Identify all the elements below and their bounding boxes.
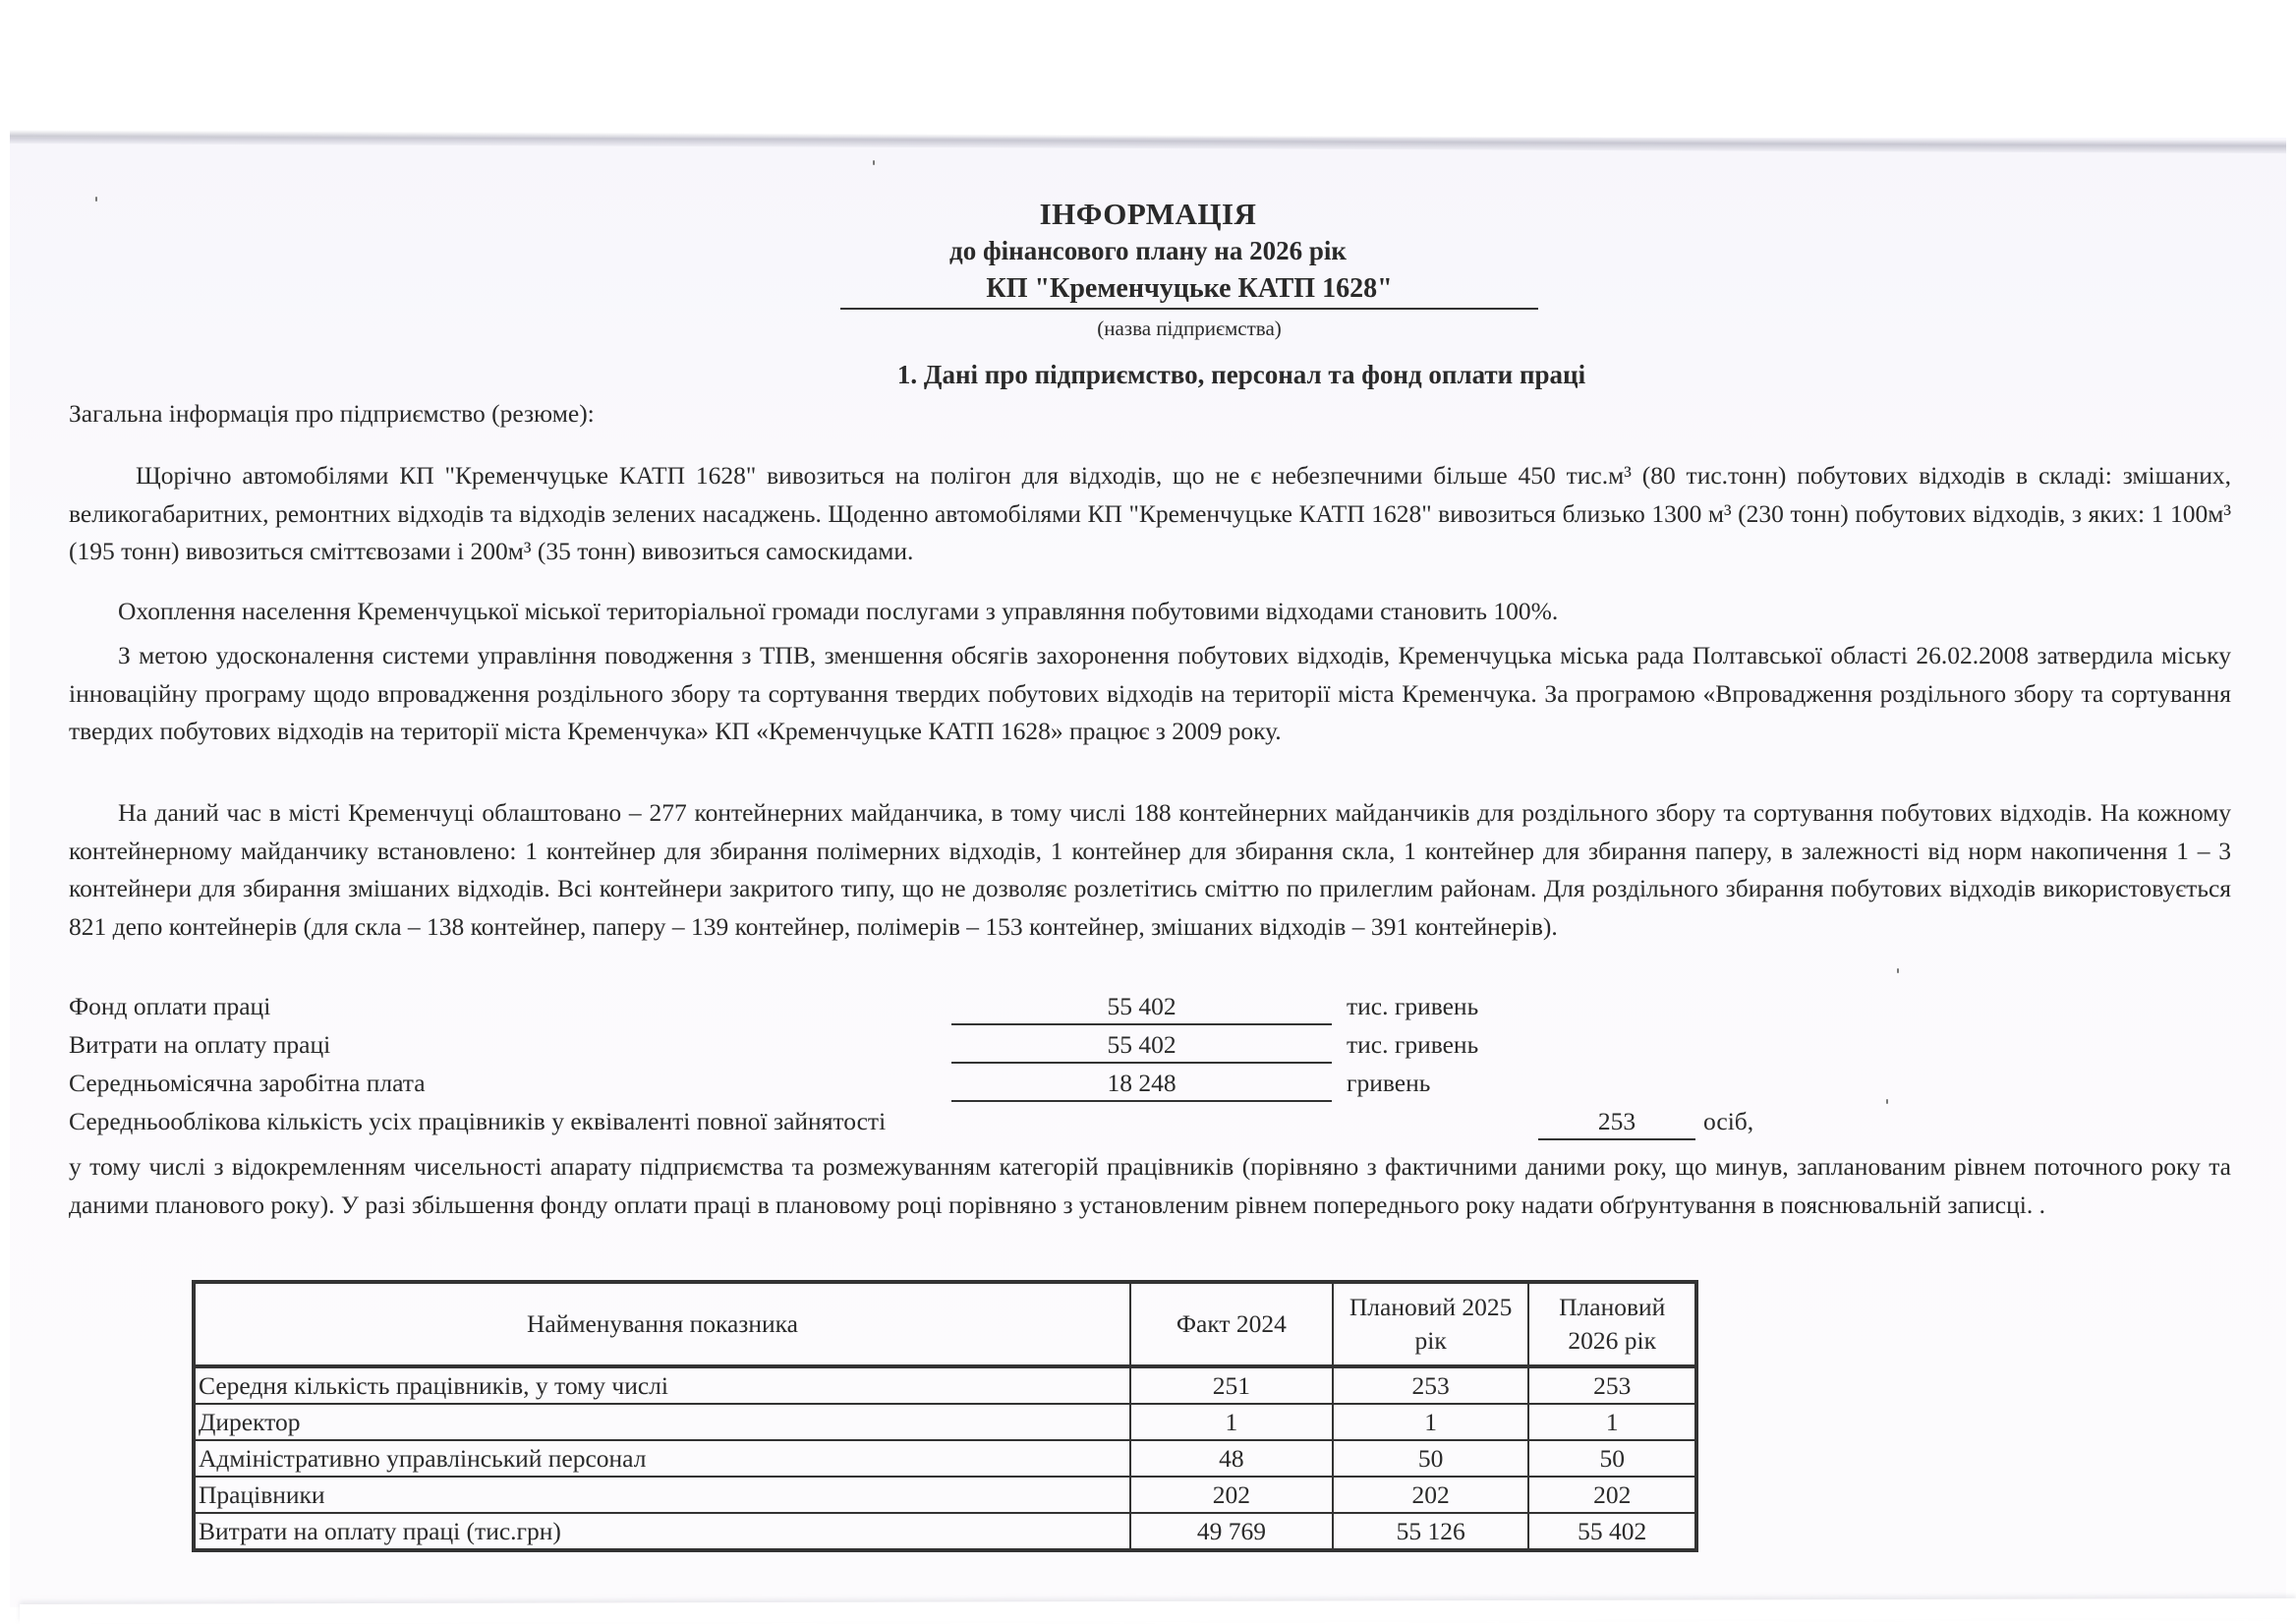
table-header-plan-2025: Плановий 2025 рік [1333,1282,1529,1366]
staff-table [192,1280,1698,1552]
scan-speck [95,197,97,202]
fund-value-labor-costs: 55 402 [951,1030,1332,1064]
cell-fact-2024: 251 [1130,1366,1333,1404]
fund-value-payroll-fund: 55 402 [951,992,1332,1025]
row-name: Директор [194,1404,1130,1440]
fund-label-avg-salary: Середньомісячна заробітна плата [69,1069,426,1097]
table-header-row [194,1282,1696,1366]
fund-value-avg-salary: 18 248 [951,1069,1332,1102]
table-row [194,1477,1696,1513]
section-heading [0,360,2296,390]
table-header-plan-2026: Плановий 2026 рік [1528,1282,1696,1366]
row-name: Працівники [194,1477,1130,1513]
paragraph-coverage: Охоплення населення Кременчуцької міської територіальної громади послугами з управляння побутовими відходами становить 100%. [118,597,1559,625]
staff-count-label: Середньооблікова кількість усіх працівників у еквіваленті повної зайнятості [69,1107,887,1135]
fund-unit-payroll-fund: тис. гривень [1347,992,1479,1020]
summary-label: Загальна інформація про підприємство (резюме): [69,399,595,428]
row-name: Витрати на оплату праці (тис.грн) [194,1513,1130,1550]
scan-speck [873,160,875,165]
table-row [194,1440,1696,1477]
scan-speck [1897,968,1899,973]
cell-plan-2026: 50 [1528,1440,1696,1477]
cell-plan-2025: 1 [1333,1404,1529,1440]
company-underline [840,308,1538,310]
staff-count-unit: осіб, [1703,1107,1754,1135]
fund-unit-avg-salary: гривень [1347,1069,1431,1097]
table-header-name: Найменування показника [194,1282,1130,1366]
row-name: Адміністративно управлінський персонал [194,1440,1130,1477]
paragraph-note: у тому числі з відокремленням чисельності апарату підприємства та розмежуванням категорій працівників (порівняно з фактичними даними року, що минув, запланованим рівнем поточного року та даними планового року). У разі збільшення фонду оплати праці в плановому році порівняно з установленим рівнем попереднього року надати обґрунтування в пояснювальній записці. . [69,1152,2231,1219]
company-name: КП "Кременчуцьке КАТП 1628" [986,273,1393,304]
fund-label-payroll-fund: Фонд оплати праці [69,992,271,1020]
cell-fact-2024: 202 [1130,1477,1333,1513]
document-title: ІНФОРМАЦІЯ [1039,197,1257,231]
paragraph-annual-removal: Щорічно автомобілями КП "Кременчуцьке КАТП 1628" вивозиться на полігон для відходів, що не є небезпечними більше 450 тис.м³ (80 тис.тонн) побутових відходів в складі: змішаних, великогабаритних, ремонтних відходів та відходів зелених насаджень. Щоденно автомобілями КП "Кременчуцьке КАТП 1628" вивозиться близько 1300 м³ (230 тонн) побутових відходів, з яких: 1 100м³ (195 тонн) вивозиться сміттєвозами і 200м³ (35 тонн) вивозиться самоскидами. [69,461,2231,565]
scan-speck [1886,1099,1888,1104]
cell-plan-2026: 202 [1528,1477,1696,1513]
cell-plan-2026: 55 402 [1528,1513,1696,1550]
cell-fact-2024: 49 769 [1130,1513,1333,1550]
cell-plan-2025: 253 [1333,1366,1529,1404]
fund-label-labor-costs: Витрати на оплату праці [69,1030,331,1059]
cell-plan-2026: 1 [1528,1404,1696,1440]
document-subtitle: до фінансового плану на 2026 рік [949,236,1347,265]
paragraph-containers: На даний час в місті Кременчуці облаштовано – 277 контейнерних майданчика, в тому числі 188 контейнерних майданчиків для роздільного збору та сортування побутових відходів. На кожному контейнерному майданчику встановлено: 1 контейнер для збирання полімерних відходів, 1 контейнер для збирання скла, 1 контейнер для збирання паперу, в залежності від норм накопичення 1 – 3 контейнери для збирання змішаних відходів. Всі контейнери закритого типу, що не дозволяє розлетітись сміттю по прилеглим районам. Для роздільного збирання побутових відходів використовується 821 депо контейнерів (для скла – 138 контейнер, паперу – 139 контейнер, полімерів – 153 контейнер, змішаних відходів – 391 контейнерів). [69,798,2231,941]
cell-plan-2025: 202 [1333,1477,1529,1513]
table-row [194,1513,1696,1550]
table-row [194,1404,1696,1440]
staff-count-value: 253 [1538,1107,1695,1140]
paragraph-program: З метою удосконалення системи управління поводження з ТПВ, зменшення обсягів захоронення побутових відходів, Кременчуцька міська рада Полтавської області 26.02.2008 затвердила міську інноваційну програму щодо впровадження роздільного збору та сортування твердих побутових відходів на території міста Кременчука. За програмою «Впровадження роздільного збору та сортування твердих побутових відходів на території міста Кременчука» КП «Кременчуцьке КАТП 1628» працює з 2009 року. [69,641,2231,745]
table-row [194,1366,1696,1404]
section-heading-text: 1. Дані про підприємство, персонал та фонд оплати праці [896,360,1586,389]
company-caption: (назва підприємства) [1097,317,1282,340]
fund-unit-labor-costs: тис. гривень [1347,1030,1479,1059]
cell-fact-2024: 1 [1130,1404,1333,1440]
cell-plan-2025: 50 [1333,1440,1529,1477]
cell-plan-2026: 253 [1528,1366,1696,1404]
table-header-fact-2024: Факт 2024 [1130,1282,1333,1366]
cell-plan-2025: 55 126 [1333,1513,1529,1550]
row-name: Середня кількість працівників, у тому числі [194,1366,1130,1404]
cell-fact-2024: 48 [1130,1440,1333,1477]
